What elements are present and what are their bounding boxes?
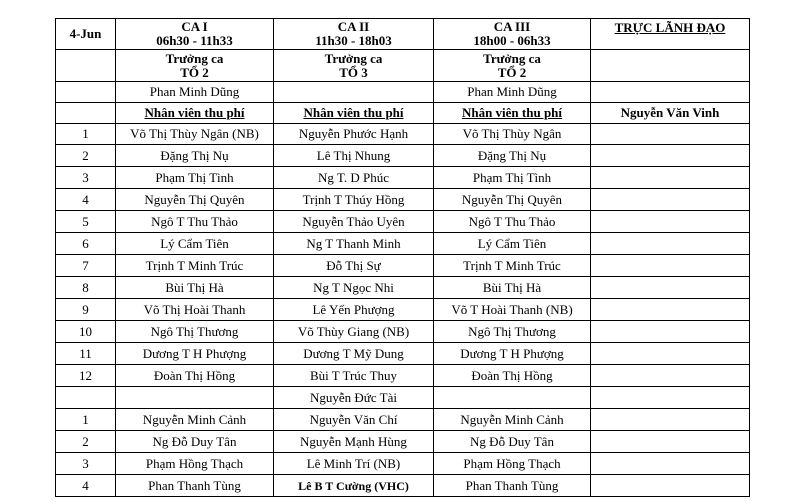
shift2-team: TỔ 3 [339,64,368,80]
empty-cell [591,82,750,103]
empty-cell [56,103,116,124]
shift1-chief-name: Phan Minh Dũng [116,82,274,103]
shift3-staff: Dương T H Phượng [434,343,591,365]
shift3-staff-header: Nhân viên thu phí [434,103,591,124]
shift1-chief [116,50,274,82]
shift1-staff: Ngô T Thu Thảo [116,211,274,233]
table-row [56,124,750,145]
row-number: 4 [56,189,116,211]
table-row [56,299,750,321]
shift2-chief-name [274,82,434,103]
shift1-staff: Dương T H Phượng [116,343,274,365]
empty-cell [56,82,116,103]
shift3-staff: Bùi Thị Hà [434,277,591,299]
leader-cell [591,167,750,189]
leader-cell [591,475,750,497]
shift1-header [116,19,274,50]
shift2-staff: Trịnh T Thúy Hồng [274,189,434,211]
shift2-staff: Nguyễn Văn Chí [274,409,434,431]
shift1-time: 06h30 - 11h33 [156,33,233,48]
shift-schedule-table [55,18,750,497]
table-row [56,233,750,255]
row-number: 1 [56,409,116,431]
shift3-time: 18h00 - 06h33 [473,33,551,48]
table-row [56,145,750,167]
shift2-time: 11h30 - 18h03 [315,33,392,48]
shift2-staff: Võ Thùy Giang (NB) [274,321,434,343]
shift1-staff-header: Nhân viên thu phí [116,103,274,124]
leader-cell [591,409,750,431]
shift2-staff: Ng T. D Phúc [274,167,434,189]
leader-cell [591,431,750,453]
row-number: 6 [56,233,116,255]
shift2-staff: Lê Minh Trí (NB) [274,453,434,475]
shift1-staff: Ngô Thị Thương [116,321,274,343]
shift2-staff: Nguyễn Phước Hạnh [274,124,434,145]
shift1-staff: Nguyễn Minh Cảnh [116,409,274,431]
row-number: 9 [56,299,116,321]
shift3-team: TỔ 2 [497,64,527,80]
shift2-staff: Lê B T Cường (VHC) [274,475,434,497]
table-row [56,365,750,387]
shift1-staff: Võ Thị Hoài Thanh [116,299,274,321]
empty-cell [591,387,750,409]
shift3-staff: Lý Cẩm Tiên [434,233,591,255]
shift2-staff: Nguyễn Thảo Uyên [274,211,434,233]
leader-name: Nguyễn Văn Vinh [591,103,750,124]
shift2-chief [274,50,434,82]
shift3-staff: Ngô Thị Thương [434,321,591,343]
table-row [56,255,750,277]
leader-cell [591,255,750,277]
empty-cell [591,50,750,82]
shift3-staff: Võ Thị Thùy Ngân [434,124,591,145]
leader-cell [591,145,750,167]
table-row [56,343,750,365]
leader-cell [591,233,750,255]
shift2-name: CA II [337,19,370,34]
staff-header-row [56,103,750,124]
chief-name-row [56,82,750,103]
row-number: 11 [56,343,116,365]
leader-cell [591,321,750,343]
shift3-staff: Phan Thanh Tùng [434,475,591,497]
leader-cell [591,189,750,211]
shift3-chief [434,50,591,82]
table-row [56,321,750,343]
row-number: 1 [56,124,116,145]
table-row [56,453,750,475]
shift1-staff: Phạm Hồng Thạch [116,453,274,475]
table-row [56,475,750,497]
leader-cell [591,343,750,365]
shift2-staff: Ng T Ngọc Nhi [274,277,434,299]
shift1-staff: Ng Đỗ Duy Tân [116,431,274,453]
shift3-staff: Ngô T Thu Thảo [434,211,591,233]
shift1-staff: Đoàn Thị Hồng [116,365,274,387]
shift2-staff: Nguyễn Mạnh Hùng [274,431,434,453]
shift1-staff: Lý Cẩm Tiên [116,233,274,255]
table-row [56,409,750,431]
empty-cell [56,50,116,82]
shift2-staff-header: Nhân viên thu phí [274,103,434,124]
header-row [56,19,750,50]
leader-cell [591,124,750,145]
row-number: 3 [56,167,116,189]
empty-cell [56,387,116,409]
shift1-staff: Trịnh T Minh Trúc [116,255,274,277]
shift3-staff: Nguyễn Minh Cảnh [434,409,591,431]
shift1-name: CA I [181,19,208,34]
shift2-staff: Đỗ Thị Sự [274,255,434,277]
shift1-staff: Phạm Thị Tình [116,167,274,189]
row-number: 7 [56,255,116,277]
shift3-header [434,19,591,50]
leader-cell [591,211,750,233]
table-row [56,189,750,211]
shift3-staff: Đoàn Thị Hồng [434,365,591,387]
shift2-staff: Dương T Mỹ Dung [274,343,434,365]
leader-cell [591,453,750,475]
shift2-header [274,19,434,50]
table-row [56,167,750,189]
shift2-staff: Ng T Thanh Minh [274,233,434,255]
leader-cell [591,299,750,321]
empty-cell [116,387,274,409]
shift3-staff: Đặng Thị Nụ [434,145,591,167]
shift1-staff: Đặng Thị Nụ [116,145,274,167]
empty-cell [434,387,591,409]
leader-cell [591,277,750,299]
shift3-staff: Trịnh T Minh Trúc [434,255,591,277]
shift2-staff: Nguyễn Đức Tài [274,387,434,409]
shift3-chief-name: Phan Minh Dũng [434,82,591,103]
shift2-staff: Lê Yến Phượng [274,299,434,321]
shift1-staff: Nguyễn Thị Quyên [116,189,274,211]
row-number: 3 [56,453,116,475]
table-row [56,277,750,299]
row-number: 12 [56,365,116,387]
leader-cell [591,365,750,387]
row-number: 10 [56,321,116,343]
leader-header: TRỰC LÃNH ĐẠO [591,19,750,50]
shift3-staff: Phạm Thị Tình [434,167,591,189]
extra-row [56,387,750,409]
shift1-chief-role: Trưởng ca [165,50,224,66]
row-number: 4 [56,475,116,497]
shift1-staff: Bùi Thị Hà [116,277,274,299]
shift2-staff: Bùi T Trúc Thuy [274,365,434,387]
shift3-staff: Võ T Hoài Thanh (NB) [434,299,591,321]
shift2-staff: Lê Thị Nhung [274,145,434,167]
shift3-staff: Ng Đỗ Duy Tân [434,431,591,453]
table-row [56,431,750,453]
shift1-staff: Võ Thị Thùy Ngân (NB) [116,124,274,145]
shift3-name: CA III [493,19,531,34]
row-number: 2 [56,145,116,167]
shift1-staff: Phan Thanh Tùng [116,475,274,497]
table-row [56,211,750,233]
row-number: 8 [56,277,116,299]
shift3-staff: Phạm Hồng Thạch [434,453,591,475]
shift1-team: TỔ 2 [180,64,209,80]
row-number: 2 [56,431,116,453]
shift2-chief-role: Trưởng ca [324,50,383,66]
row-number: 5 [56,211,116,233]
chief-role-row [56,50,750,82]
date-cell: 4-Jun [56,19,116,50]
shift3-staff: Nguyễn Thị Quyên [434,189,591,211]
shift3-chief-role: Trưởng ca [483,50,541,66]
